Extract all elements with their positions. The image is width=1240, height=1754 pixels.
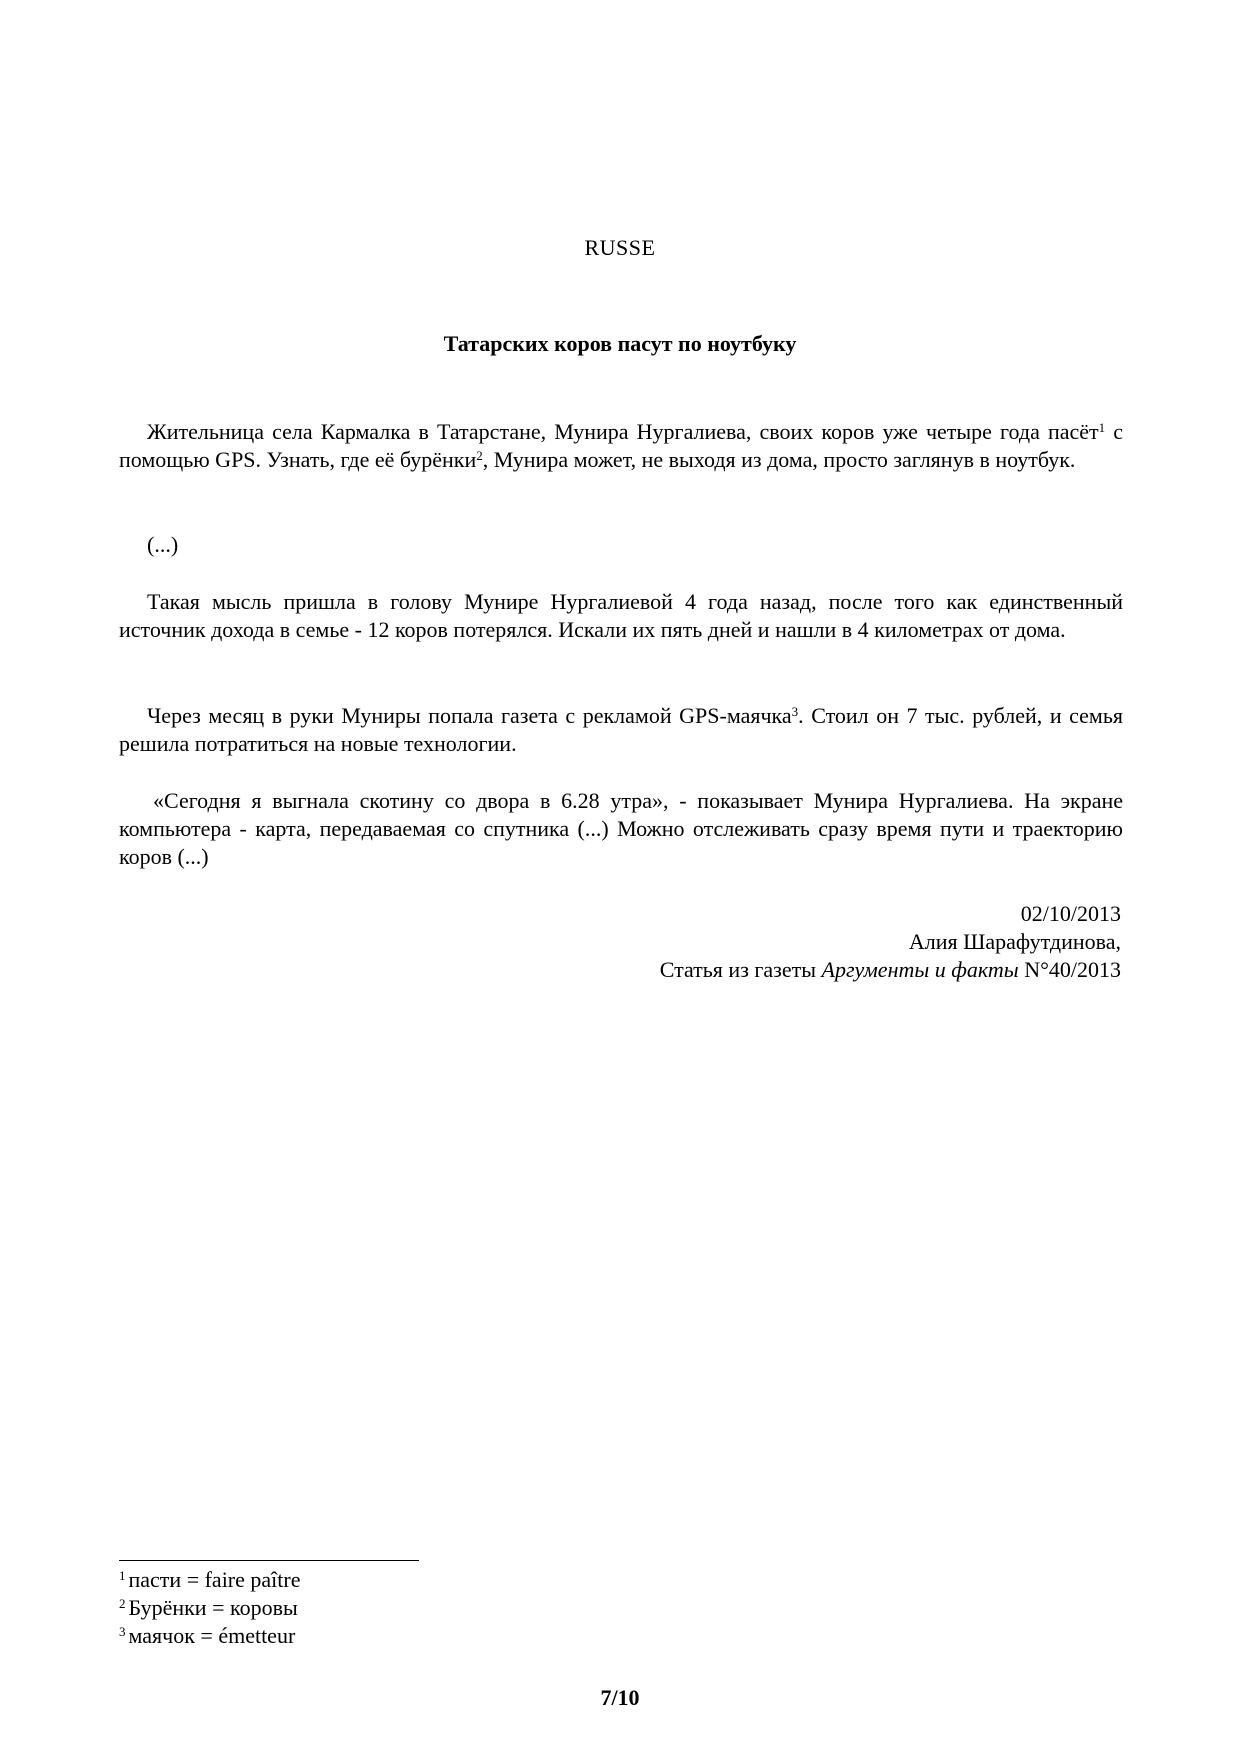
footnote-number: 3 [119, 1624, 126, 1639]
paragraph-text: , Мунира может, не выходя из дома, просто заглянув в ноутбук. [482, 447, 1076, 472]
footnote-number: 2 [119, 1596, 126, 1611]
paragraph-text: Через месяц в руки Муниры попала газета с рекламой GPS-маячка [147, 703, 792, 728]
page-number: 7/10 [600, 1685, 640, 1710]
footnote-divider [119, 1560, 419, 1561]
section-label: RUSSE [584, 235, 656, 260]
paragraph-text: Жительница села Кармалка в Татарстане, Мунира Нургалиева, своих коров уже четыре года пасёт [147, 419, 1099, 444]
source-prefix: Статья из газеты [659, 957, 822, 982]
footnote-ref-1: 1 [1098, 420, 1106, 435]
paragraph-intro [119, 418, 1123, 474]
paragraph-text: с помощью GPS. Узнать, где её бурёнки [119, 419, 1123, 472]
article-source [660, 956, 1121, 984]
footnote-item [119, 1566, 300, 1594]
footnote-item [119, 1594, 300, 1622]
footnote-text: маячок = émetteur [128, 1623, 296, 1648]
footnote-item [119, 1622, 300, 1650]
footnote-ref-2: 2 [476, 448, 483, 463]
footnote-text: Бурёнки = коровы [128, 1595, 298, 1620]
ellipsis-text: (...) [147, 532, 179, 557]
article-title: Татарских коров пасут по ноутбуку [443, 331, 797, 356]
paragraph-text: Такая мысль пришла в голову Мунире Нургалиевой 4 года назад, после того как единственный источник дохода в семье - 12 коров потерялся. Искали их пять дней и нашли в 4 километрах от дома. [119, 589, 1123, 642]
article-date: 02/10/2013 [1020, 901, 1121, 926]
source-suffix: N°40/2013 [1018, 957, 1121, 982]
footnote-text: пасти = faire paître [128, 1567, 301, 1592]
ellipsis-paragraph [119, 531, 1123, 559]
paragraph-text: . Стоил он 7 тыс. рублей, и семья решила потратиться на новые технологии. [119, 703, 1123, 756]
article-author: Алия Шарафутдинова, [908, 929, 1121, 954]
paragraph-text: «Сегодня я выгнала скотину со двора в 6.28 утра», - показывает Мунира Нургалиева. На экране компьютера - карта, передаваемая со спутника (...) Можно отслеживать сразу время пути и траекторию коров (...) [119, 788, 1123, 869]
paragraph-purchase [119, 702, 1123, 758]
source-newspaper-name: Аргументы и факты [821, 957, 1019, 982]
signature-block [660, 900, 1121, 984]
footnote-number: 1 [119, 1568, 126, 1583]
paragraph-story [119, 588, 1123, 644]
footnotes [119, 1566, 300, 1650]
footnote-ref-3: 3 [791, 704, 799, 719]
paragraph-quote [119, 787, 1123, 871]
